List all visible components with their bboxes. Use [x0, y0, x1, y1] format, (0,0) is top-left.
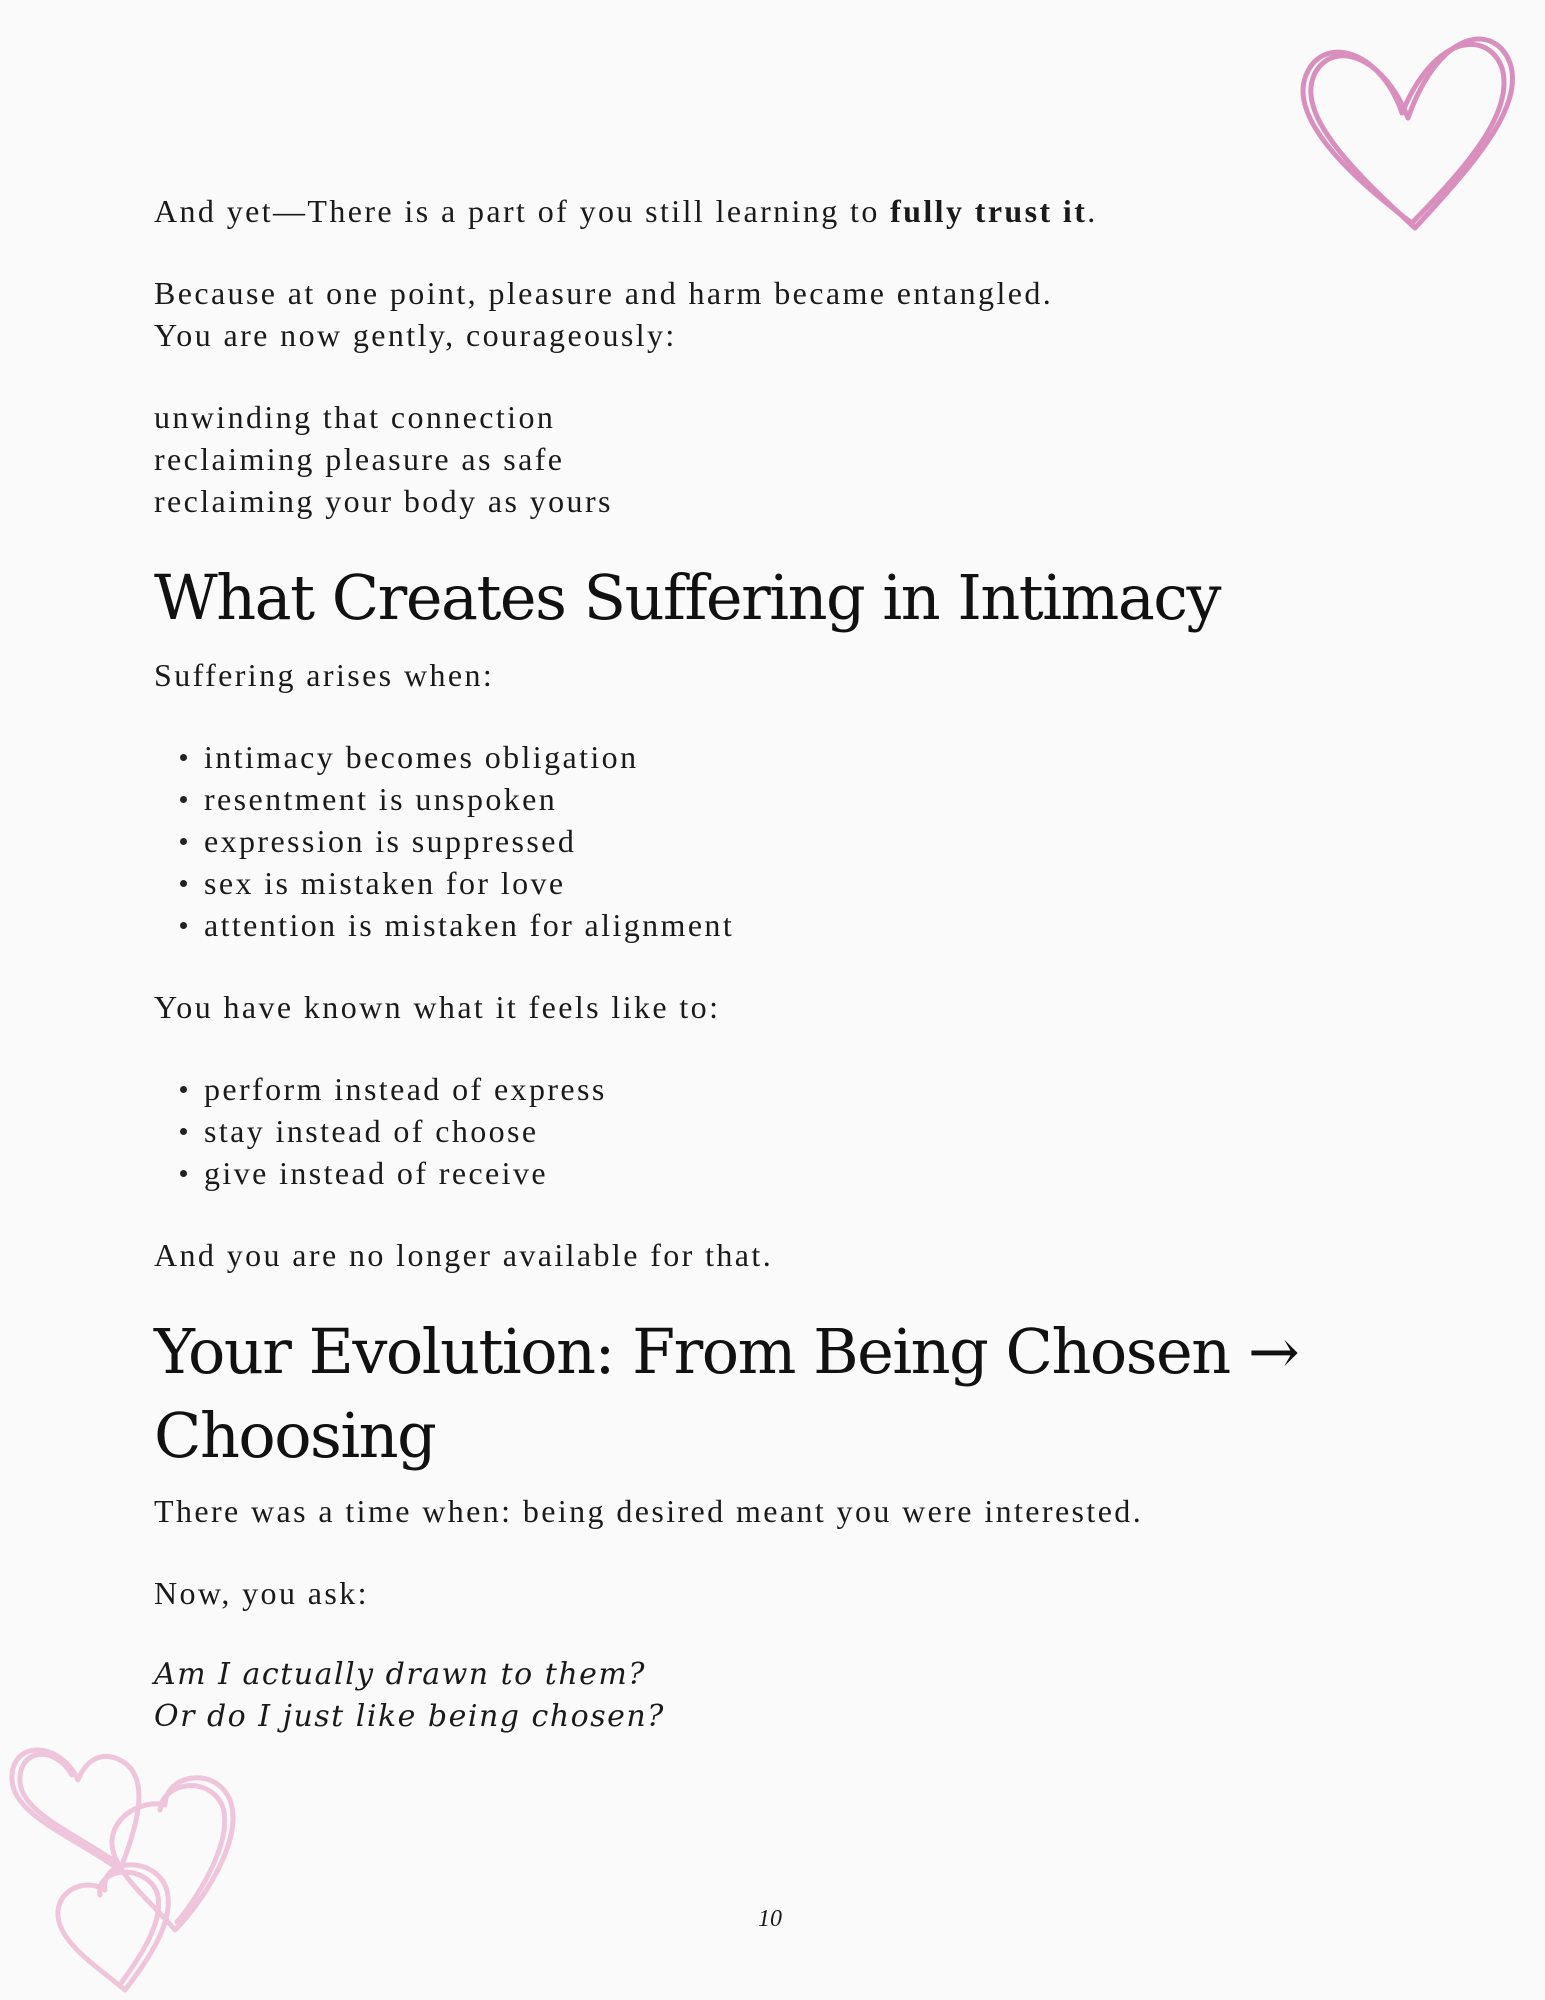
suffering-lead: Suffering arises when: [154, 657, 495, 693]
page-content [154, 190, 1304, 1738]
heading-line-2: Choosing [154, 1399, 436, 1472]
time-when-paragraph: There was a time when: being desired meant you were interested. [154, 1493, 1144, 1529]
no-longer-available: And you are no longer available for that. [154, 1237, 774, 1273]
list-item: perform instead of express [204, 1068, 1304, 1110]
section-heading-suffering: What Creates Suffering in Intimacy [154, 561, 1221, 634]
list-item: resentment is unspoken [204, 778, 1304, 820]
list-item: give instead of receive [204, 1152, 1304, 1194]
now-ask-paragraph: Now, you ask: [154, 1575, 369, 1611]
section-heading-evolution [154, 1310, 1304, 1478]
intro-paragraph [154, 190, 1304, 232]
intro-text-end: . [1087, 193, 1098, 229]
entangled-line: Because at one point, pleasure and harm became entangled. [154, 275, 1054, 311]
reclaim-line: reclaiming pleasure as safe [154, 441, 565, 477]
page-number: 10 [758, 1906, 782, 1932]
hearts-cluster-icon [0, 1720, 250, 2000]
list-item: sex is mistaken for love [204, 862, 1304, 904]
reclaim-line: unwinding that connection [154, 399, 556, 435]
heart-outline-icon [1290, 18, 1530, 238]
list-item: stay instead of choose [204, 1110, 1304, 1152]
known-lead: You have known what it feels like to: [154, 989, 721, 1025]
suffering-list [154, 736, 1304, 946]
reclaim-line: reclaiming your body as yours [154, 483, 613, 519]
question-line: Am I actually drawn to them? [154, 1657, 646, 1692]
intro-text: And yet—There is a part of you still learning to [154, 193, 891, 229]
question-line: Or do I just like being chosen? [154, 1699, 665, 1734]
list-item: attention is mistaken for alignment [204, 904, 1304, 946]
heading-line-1: Your Evolution: From Being Chosen → [154, 1315, 1299, 1388]
list-item: intimacy becomes obligation [204, 736, 1304, 778]
courageously-line: You are now gently, courageously: [154, 317, 677, 353]
list-item: expression is suppressed [204, 820, 1304, 862]
intro-bold-text: fully trust it [890, 193, 1088, 229]
known-list [154, 1068, 1304, 1194]
